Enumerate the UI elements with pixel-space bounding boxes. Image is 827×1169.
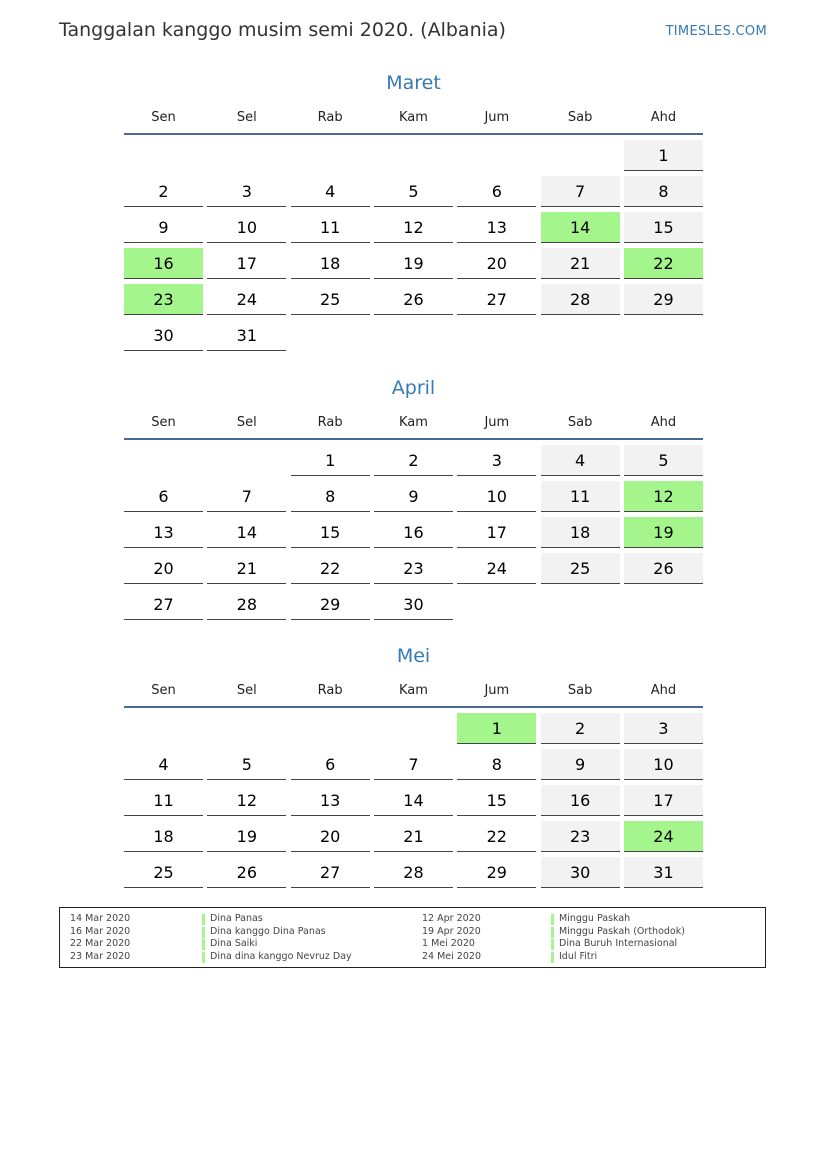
week-row [124, 284, 703, 320]
week-grid [124, 713, 703, 893]
weekend-day-cell: 31 [624, 857, 703, 888]
weekday-header [124, 411, 703, 435]
day-cell: 24 [457, 553, 536, 584]
holiday-color-marker [202, 952, 205, 963]
day-cell: 28 [374, 857, 453, 888]
day-cell: 4 [291, 176, 370, 207]
weekend-day-cell: 10 [624, 749, 703, 780]
empty-day-cell [624, 589, 703, 620]
empty-day-cell [291, 320, 370, 351]
week-row [124, 517, 703, 553]
week-row [124, 749, 703, 785]
holiday-color-marker [202, 914, 205, 925]
legend-date: 24 Mei 2020 [422, 951, 481, 963]
holiday-color-marker [551, 927, 554, 938]
day-cell: 15 [457, 785, 536, 816]
weekend-day-cell: 8 [624, 176, 703, 207]
weekday-label: Jum [484, 110, 510, 125]
weekend-day-cell: 1 [624, 140, 703, 171]
legend-holiday-name: Minggu Paskah (Orthodok) [559, 925, 685, 937]
day-cell: 6 [124, 481, 203, 512]
weekday-label: Sel [236, 110, 257, 125]
day-cell: 18 [291, 248, 370, 279]
weekday-label: Kam [399, 415, 428, 430]
month-mei [124, 643, 703, 893]
day-cell: 6 [291, 749, 370, 780]
weekend-day-cell: 17 [624, 785, 703, 816]
weekday-label: Rab [317, 415, 343, 430]
day-cell: 8 [291, 481, 370, 512]
weekday-label: Jum [484, 415, 510, 430]
legend-entry [70, 938, 410, 951]
holiday-color-marker [551, 914, 554, 925]
day-cell: 9 [374, 481, 453, 512]
day-cell: 3 [457, 445, 536, 476]
day-cell: 18 [124, 821, 203, 852]
weekday-label: Sab [567, 110, 593, 125]
day-cell: 2 [124, 176, 203, 207]
day-cell: 28 [207, 589, 286, 620]
empty-day-cell [541, 140, 620, 171]
weekday-label: Sen [151, 110, 176, 125]
page-title: Tanggalan kanggo musim semi 2020. (Albania) [59, 19, 506, 41]
day-cell: 9 [124, 212, 203, 243]
legend-holiday-name: Dina Saiki [210, 938, 258, 950]
holiday-color-marker [551, 939, 554, 950]
week-row [124, 248, 703, 284]
day-cell: 20 [457, 248, 536, 279]
weekend-day-cell: 21 [541, 248, 620, 279]
holiday-day-cell: 19 [624, 517, 703, 548]
day-cell: 27 [457, 284, 536, 315]
month-title: Maret [386, 72, 441, 94]
day-cell: 26 [374, 284, 453, 315]
holiday-day-cell: 1 [457, 713, 536, 744]
empty-day-cell [291, 140, 370, 171]
legend-date: 16 Mar 2020 [70, 925, 131, 937]
weekday-label: Ahd [650, 415, 677, 430]
day-cell: 2 [374, 445, 453, 476]
weekday-header [124, 106, 703, 130]
week-row [124, 212, 703, 248]
legend-entry [422, 926, 762, 939]
day-cell: 12 [374, 212, 453, 243]
week-row [124, 785, 703, 821]
week-row [124, 176, 703, 212]
weekday-label: Rab [317, 683, 343, 698]
weekend-day-cell: 29 [624, 284, 703, 315]
holiday-color-marker [551, 952, 554, 963]
holiday-day-cell: 23 [124, 284, 203, 315]
day-cell: 24 [207, 284, 286, 315]
day-cell: 19 [374, 248, 453, 279]
month-title: Mei [396, 645, 431, 667]
legend-holiday-name: Dina kanggo Dina Panas [210, 925, 326, 937]
day-cell: 14 [207, 517, 286, 548]
empty-day-cell [457, 140, 536, 171]
weekday-label: Ahd [650, 110, 677, 125]
day-cell: 23 [374, 553, 453, 584]
day-cell: 5 [374, 176, 453, 207]
holiday-legend [59, 907, 766, 968]
month-title: April [391, 377, 436, 399]
weekend-day-cell: 25 [541, 553, 620, 584]
day-cell: 10 [457, 481, 536, 512]
day-cell: 7 [374, 749, 453, 780]
legend-entry [422, 951, 762, 964]
holiday-color-marker [202, 939, 205, 950]
day-cell: 30 [374, 589, 453, 620]
week-row [124, 713, 703, 749]
weekday-header [124, 679, 703, 703]
day-cell: 3 [207, 176, 286, 207]
empty-day-cell [124, 445, 203, 476]
legend-column-left [70, 913, 410, 964]
weekend-day-cell: 18 [541, 517, 620, 548]
holiday-day-cell: 12 [624, 481, 703, 512]
empty-day-cell [374, 140, 453, 171]
holiday-day-cell: 24 [624, 821, 703, 852]
weekend-day-cell: 9 [541, 749, 620, 780]
legend-holiday-name: Dina dina kanggo Nevruz Day [210, 951, 352, 963]
month-maret [124, 70, 703, 356]
holiday-day-cell: 14 [541, 212, 620, 243]
legend-date: 14 Mar 2020 [70, 913, 131, 924]
day-cell: 10 [207, 212, 286, 243]
day-cell: 15 [291, 517, 370, 548]
empty-day-cell [457, 589, 536, 620]
day-cell: 22 [457, 821, 536, 852]
weekday-label: Sen [151, 683, 176, 698]
empty-day-cell [124, 140, 203, 171]
weekend-day-cell: 3 [624, 713, 703, 744]
header-divider [124, 133, 703, 135]
empty-day-cell [374, 320, 453, 351]
legend-entry [422, 938, 762, 951]
legend-entry [70, 926, 410, 939]
week-row [124, 320, 703, 356]
legend-date: 1 Mei 2020 [422, 938, 475, 950]
holiday-day-cell: 16 [124, 248, 203, 279]
weekday-label: Rab [317, 110, 343, 125]
legend-date: 22 Mar 2020 [70, 938, 131, 950]
weekend-day-cell: 5 [624, 445, 703, 476]
header-divider [124, 706, 703, 708]
day-cell: 25 [124, 857, 203, 888]
weekend-day-cell: 11 [541, 481, 620, 512]
week-row [124, 445, 703, 481]
day-cell: 12 [207, 785, 286, 816]
day-cell: 11 [124, 785, 203, 816]
weekend-day-cell: 28 [541, 284, 620, 315]
weekday-label: Ahd [650, 683, 677, 698]
weekday-label: Sen [151, 415, 176, 430]
weekday-label: Sel [236, 415, 257, 430]
empty-day-cell [207, 445, 286, 476]
legend-holiday-name: Minggu Paskah [559, 913, 631, 924]
day-cell: 29 [457, 857, 536, 888]
day-cell: 30 [124, 320, 203, 351]
legend-entry [70, 913, 410, 926]
weekday-label: Jum [484, 683, 510, 698]
brand-link[interactable]: TIMESLES.COM [665, 24, 767, 39]
week-grid [124, 445, 703, 625]
weekday-label: Sel [236, 683, 257, 698]
holiday-day-cell: 22 [624, 248, 703, 279]
weekend-day-cell: 30 [541, 857, 620, 888]
weekday-label: Kam [399, 683, 428, 698]
empty-day-cell [207, 713, 286, 744]
day-cell: 13 [124, 517, 203, 548]
legend-date: 12 Apr 2020 [422, 913, 481, 924]
empty-day-cell [291, 713, 370, 744]
day-cell: 21 [207, 553, 286, 584]
day-cell: 27 [291, 857, 370, 888]
month-april [124, 375, 703, 625]
week-row [124, 589, 703, 625]
legend-column-right [422, 913, 762, 964]
week-grid [124, 140, 703, 356]
day-cell: 17 [207, 248, 286, 279]
legend-holiday-name: Idul Fitri [559, 951, 598, 963]
day-cell: 20 [291, 821, 370, 852]
week-row [124, 553, 703, 589]
day-cell: 11 [291, 212, 370, 243]
empty-day-cell [207, 140, 286, 171]
empty-day-cell [374, 713, 453, 744]
day-cell: 13 [457, 212, 536, 243]
empty-day-cell [457, 320, 536, 351]
week-row [124, 481, 703, 517]
legend-holiday-name: Dina Buruh Internasional [559, 938, 678, 950]
day-cell: 5 [207, 749, 286, 780]
day-cell: 19 [207, 821, 286, 852]
day-cell: 20 [124, 553, 203, 584]
day-cell: 21 [374, 821, 453, 852]
weekend-day-cell: 23 [541, 821, 620, 852]
day-cell: 13 [291, 785, 370, 816]
week-row [124, 821, 703, 857]
weekend-day-cell: 16 [541, 785, 620, 816]
legend-entry [422, 913, 762, 926]
day-cell: 14 [374, 785, 453, 816]
weekend-day-cell: 26 [624, 553, 703, 584]
day-cell: 16 [374, 517, 453, 548]
header-divider [124, 438, 703, 440]
legend-date: 23 Mar 2020 [70, 951, 131, 963]
legend-holiday-name: Dina Panas [210, 913, 263, 924]
weekend-day-cell: 4 [541, 445, 620, 476]
day-cell: 7 [207, 481, 286, 512]
legend-date: 19 Apr 2020 [422, 925, 481, 937]
day-cell: 26 [207, 857, 286, 888]
day-cell: 6 [457, 176, 536, 207]
day-cell: 25 [291, 284, 370, 315]
weekend-day-cell: 7 [541, 176, 620, 207]
weekday-label: Kam [399, 110, 428, 125]
day-cell: 1 [291, 445, 370, 476]
empty-day-cell [541, 589, 620, 620]
empty-day-cell [624, 320, 703, 351]
day-cell: 22 [291, 553, 370, 584]
weekend-day-cell: 2 [541, 713, 620, 744]
weekend-day-cell: 15 [624, 212, 703, 243]
day-cell: 17 [457, 517, 536, 548]
empty-day-cell [541, 320, 620, 351]
day-cell: 27 [124, 589, 203, 620]
day-cell: 29 [291, 589, 370, 620]
empty-day-cell [124, 713, 203, 744]
day-cell: 4 [124, 749, 203, 780]
weekday-label: Sab [567, 683, 593, 698]
day-cell: 31 [207, 320, 286, 351]
holiday-color-marker [202, 927, 205, 938]
legend-entry [70, 951, 410, 964]
week-row [124, 857, 703, 893]
weekday-label: Sab [567, 415, 593, 430]
day-cell: 8 [457, 749, 536, 780]
week-row [124, 140, 703, 176]
